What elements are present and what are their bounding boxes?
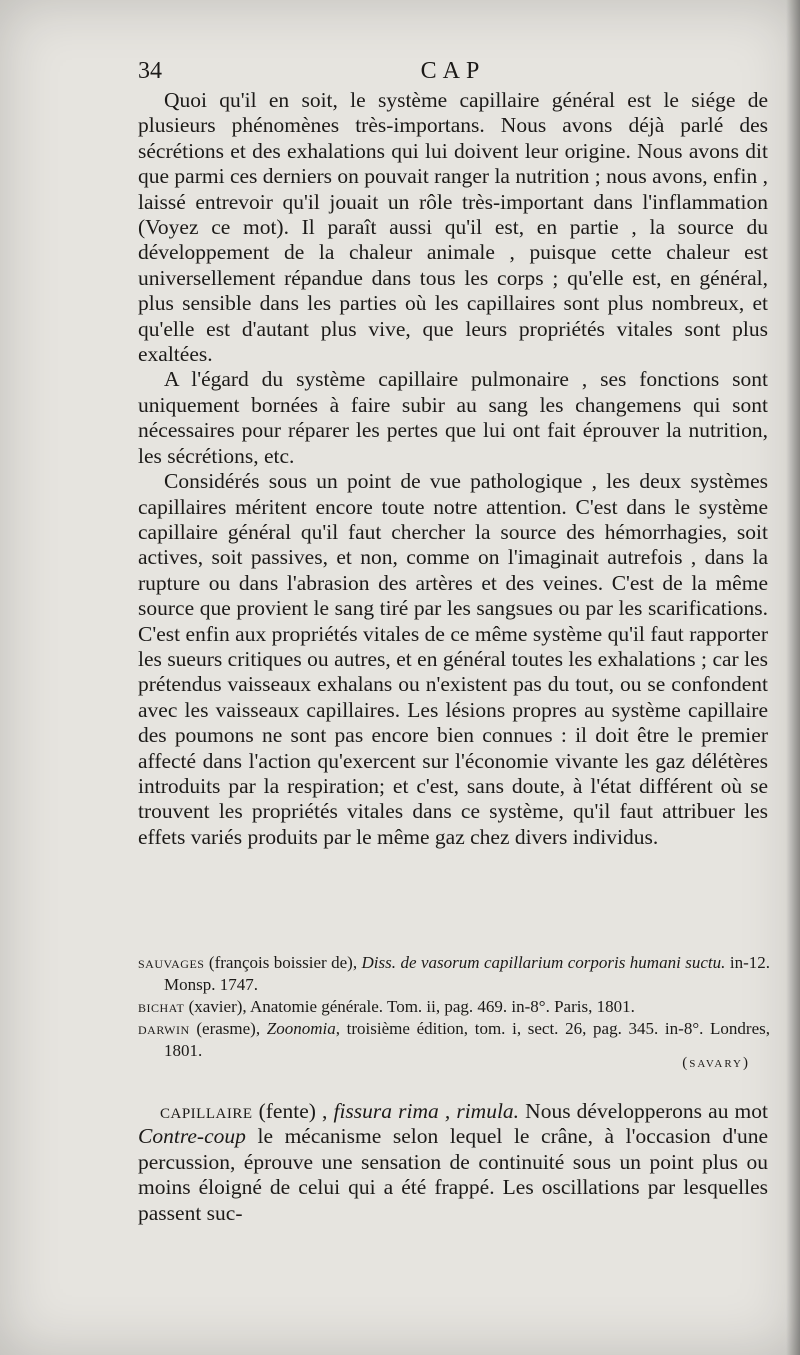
reference-publication: in-12. Monsp. 1747. bbox=[164, 953, 770, 994]
reference-entry bbox=[138, 1018, 770, 1062]
page-number: 34 bbox=[138, 58, 162, 84]
reference-publication: Anatomie générale. Tom. ii, pag. 469. in-8°. Paris, 1801. bbox=[249, 997, 635, 1016]
paragraph: Considérés sous un point de vue pathologique , les deux systèmes capillaires méritent encore toute notre attention. C'est dans le système capillaire général qu'il faut chercher la source des hémorrhagies, soit actives, soit passives, et non, comme on l'imaginait autrefois , dans la rupture ou dans l'abrasion des artères et des veines. C'est de la même source que provient le sang tiré par les sangsues ou par les scarifications. C'est enfin aux propriétés vitales de ce même système qu'il faut rapporter les sueurs critiques ou autres, et en général toutes les exhalations ; car les prétendus vaisseaux exhalans ou n'existent pas du tout, ou se confondent avec les vaisseaux capillaires. Les lésions propres au système capillaire des poumons ne sont pas encore bien connues : il doit être le premier affecté dans l'action qu'exercent sur l'économie vivante les gaz délétères introduits par la respiration; et c'est, sans doute, à l'état différent où se trouvent les propriétés vitales dans ce système, qu'il faut attribuer les effets variés produits par le même gaz chez divers individus. bbox=[138, 469, 768, 849]
dictionary-entry bbox=[138, 1099, 768, 1226]
article-signature: (savary) bbox=[682, 1055, 750, 1071]
reference-author-detail: (xavier), bbox=[188, 997, 250, 1016]
reference-author: bichat bbox=[138, 997, 185, 1016]
entry-text: le mécanisme selon lequel le crâne, à l'occasion d'une percussion, éprouve une sensation de continuité sous un point plus ou moins éloigné de celui qui a été frappé. Les oscillations par lesquelles passent suc- bbox=[138, 1124, 768, 1225]
bibliography bbox=[138, 952, 770, 1062]
reference-title: Zoonomia bbox=[266, 1019, 336, 1038]
reference-author: sauvages bbox=[138, 953, 205, 972]
reference-publication: , troisième édition, tom. i, sect. 26, pag. 345. in-8°. Londres, 1801. bbox=[164, 1019, 770, 1060]
entry-headword: capillaire bbox=[160, 1099, 253, 1123]
entry-paragraph bbox=[138, 1099, 768, 1226]
entry-cross-reference: Contre-coup bbox=[138, 1124, 246, 1149]
paragraph: A l'égard du système capillaire pulmonaire , ses fonctions sont uniquement bornées à faire subir au sang les changemens qui sont nécessaires pour réparer les pertes que lui ont fait éprouver la nutrition, les sécrétions, etc. bbox=[138, 367, 768, 468]
reference-entry bbox=[138, 952, 770, 996]
running-head: CAP bbox=[420, 58, 486, 84]
entry-latin-terms: fissura rima , rimula. bbox=[333, 1099, 520, 1123]
reference-author-detail: (erasme), bbox=[196, 1019, 267, 1038]
reference-title: Diss. de vasorum capillarium corporis humani suctu. bbox=[361, 953, 726, 972]
entry-text: Nous développerons au mot bbox=[519, 1099, 768, 1123]
reference-author: darwin bbox=[138, 1019, 190, 1038]
body-text bbox=[138, 88, 768, 850]
entry-text: (fente) , bbox=[252, 1099, 334, 1123]
page-header bbox=[138, 58, 768, 88]
paragraph: Quoi qu'il en soit, le système capillaire général est le siége de plusieurs phénomènes très-importans. Nous avons déjà parlé des sécrétions et des exhalations qui lui doivent leur origine. Nous avons dit que parmi ces derniers on pouvait ranger la nutrition ; nous avons, enfin , laissé entrevoir qu'il jouait un rôle très-important dans l'inflammation (Voyez ce mot). Il paraît aussi qu'il est, en partie , la source du développement de la chaleur animale , puisque cette chaleur est universellement répandue dans tous les corps ; qu'elle est, en général, plus sensible dans les parties où les capillaires sont plus nombreux, et qu'elle est d'autant plus vive, que leurs propriétés vitales sont plus exaltées. bbox=[138, 88, 768, 367]
page-edge-shadow bbox=[786, 0, 800, 1355]
reference-author-detail: (françois boissier de), bbox=[208, 953, 362, 972]
reference-entry bbox=[138, 996, 770, 1018]
